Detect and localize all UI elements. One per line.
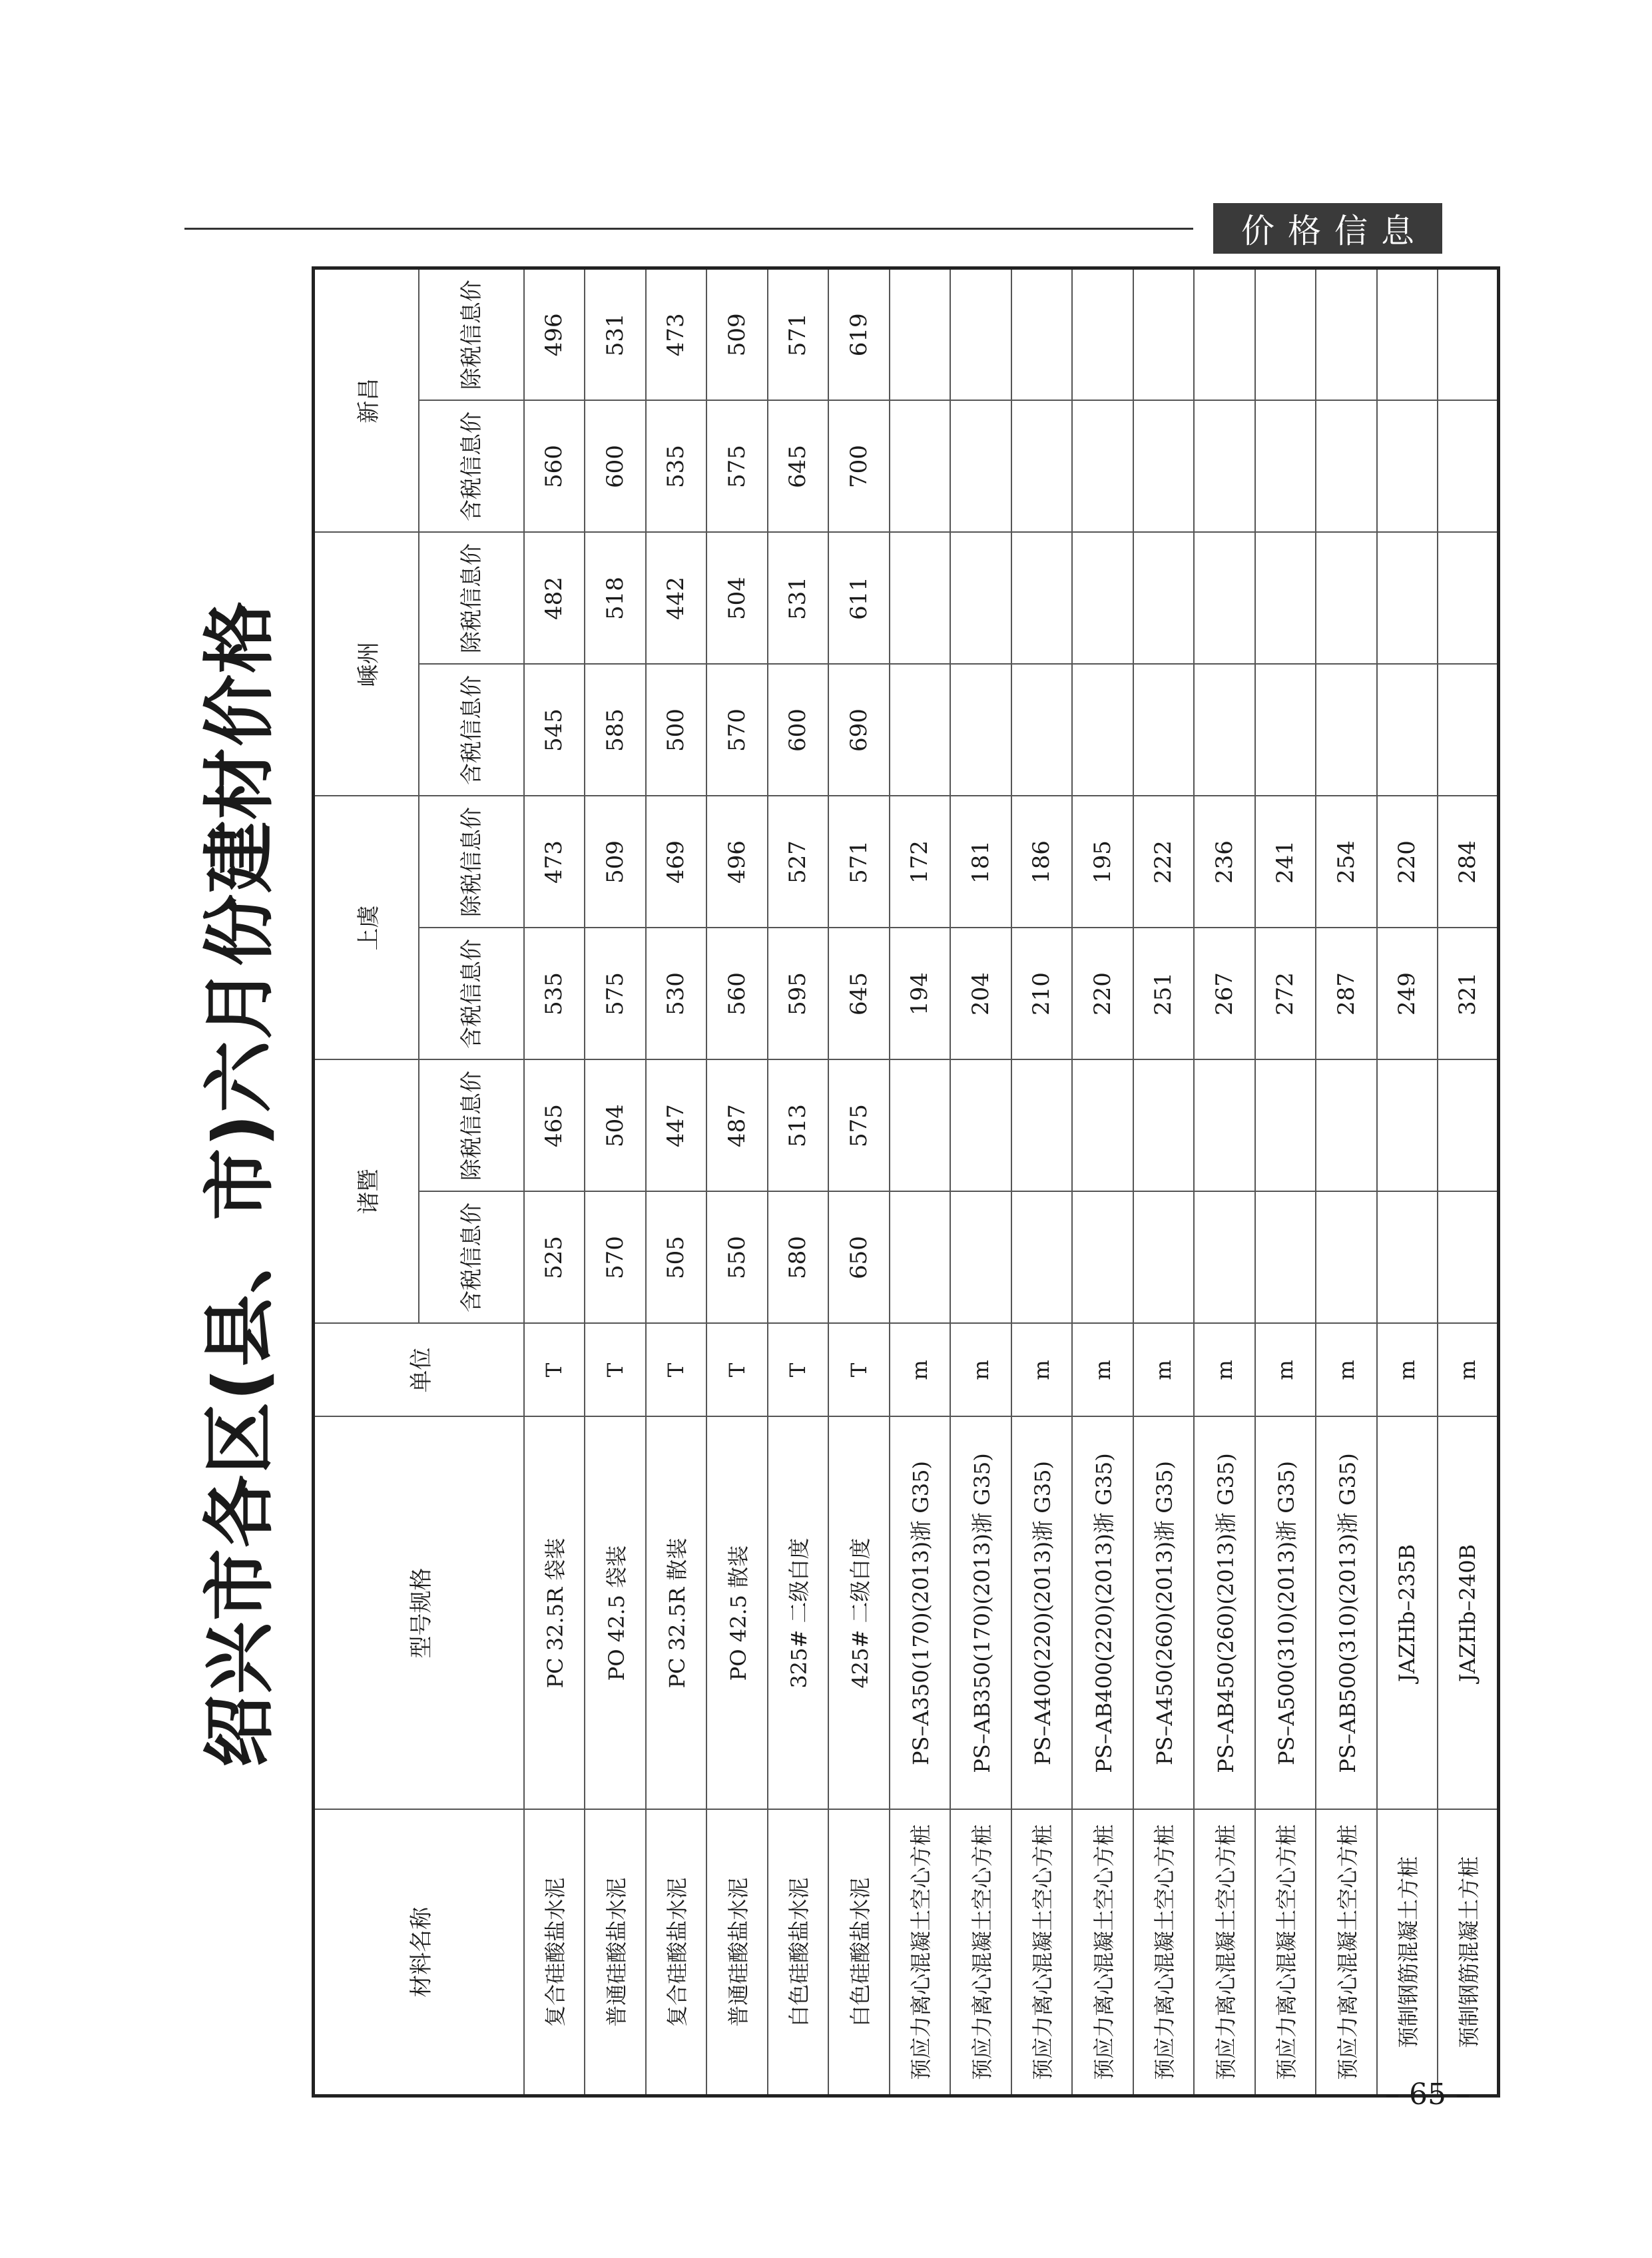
cell-spec: PS–AB400(220)(2013)浙 G35)	[1072, 1417, 1133, 1810]
cell-xinchang-incl: 560	[524, 401, 585, 533]
price-table	[312, 266, 1500, 2098]
cell-zhuji-excl	[1072, 1060, 1133, 1192]
cell-unit: T	[524, 1324, 585, 1417]
cell-shengzhou-excl: 611	[828, 533, 890, 665]
cell-shengzhou-incl: 570	[706, 665, 768, 796]
cell-xinchang-excl: 531	[585, 268, 646, 401]
cell-shangyu-excl: 469	[646, 796, 707, 928]
table-body	[524, 268, 1499, 2096]
cell-xinchang-excl: 571	[768, 268, 829, 401]
cell-spec: JAZHb–240B	[1438, 1417, 1499, 1810]
cell-shengzhou-incl	[1072, 665, 1133, 796]
table-row	[646, 268, 707, 2096]
cell-shengzhou-excl: 518	[585, 533, 646, 665]
cell-xinchang-excl	[1072, 268, 1133, 401]
cell-zhuji-excl	[1011, 1060, 1073, 1192]
cell-zhuji-excl: 465	[524, 1060, 585, 1192]
cell-shangyu-incl: 267	[1194, 928, 1255, 1060]
cell-xinchang-incl	[1316, 401, 1377, 533]
cell-zhuji-incl	[1438, 1192, 1499, 1324]
cell-zhuji-excl: 504	[585, 1060, 646, 1192]
cell-unit: m	[1438, 1324, 1499, 1417]
cell-shangyu-excl: 181	[950, 796, 1011, 928]
cell-material-name: 预制钢筋混凝土方桩	[1377, 1810, 1438, 2096]
header-incl-tax: 含税信息价	[419, 1192, 524, 1324]
header-excl-tax: 除税信息价	[419, 268, 524, 401]
table-row	[1194, 268, 1255, 2096]
cell-xinchang-excl	[1255, 268, 1316, 401]
cell-shangyu-incl: 249	[1377, 928, 1438, 1060]
cell-xinchang-incl	[1194, 401, 1255, 533]
cell-xinchang-excl: 473	[646, 268, 707, 401]
cell-xinchang-excl	[1316, 268, 1377, 401]
cell-shangyu-excl: 509	[585, 796, 646, 928]
cell-zhuji-excl	[1316, 1060, 1377, 1192]
cell-shengzhou-incl	[1133, 665, 1195, 796]
cell-xinchang-excl	[1438, 268, 1499, 401]
cell-unit: m	[1194, 1324, 1255, 1417]
cell-shengzhou-incl	[1377, 665, 1438, 796]
cell-shangyu-excl: 195	[1072, 796, 1133, 928]
cell-shangyu-incl: 287	[1316, 928, 1377, 1060]
cell-spec: 425# 二级白度	[828, 1417, 890, 1810]
cell-shangyu-excl: 220	[1377, 796, 1438, 928]
cell-xinchang-excl: 619	[828, 268, 890, 401]
cell-shengzhou-excl	[1133, 533, 1195, 665]
cell-shangyu-incl: 645	[828, 928, 890, 1060]
page-number: – 65 –	[1385, 2078, 1470, 2112]
cell-shengzhou-excl	[1377, 533, 1438, 665]
cell-xinchang-incl	[1072, 401, 1133, 533]
table-row	[1316, 268, 1377, 2096]
table-row	[585, 268, 646, 2096]
cell-material-name: 普通硅酸盐水泥	[585, 1810, 646, 2096]
cell-zhuji-excl	[1255, 1060, 1316, 1192]
cell-shengzhou-excl	[1011, 533, 1073, 665]
cell-material-name: 预应力离心混凝土空心方桩	[1255, 1810, 1316, 2096]
cell-material-name: 普通硅酸盐水泥	[706, 1810, 768, 2096]
cell-zhuji-incl: 550	[706, 1192, 768, 1324]
cell-zhuji-excl	[1194, 1060, 1255, 1192]
cell-shangyu-excl: 186	[1011, 796, 1073, 928]
cell-shengzhou-incl	[1316, 665, 1377, 796]
cell-zhuji-incl	[1133, 1192, 1195, 1324]
cell-shengzhou-excl: 531	[768, 533, 829, 665]
cell-shengzhou-excl	[950, 533, 1011, 665]
cell-xinchang-incl	[1133, 401, 1195, 533]
cell-unit: m	[1072, 1324, 1133, 1417]
header-excl-tax: 除税信息价	[419, 796, 524, 928]
header-incl-tax: 含税信息价	[419, 665, 524, 796]
cell-spec: PC 32.5R 袋装	[524, 1417, 585, 1810]
header-incl-tax: 含税信息价	[419, 928, 524, 1060]
cell-shengzhou-excl: 442	[646, 533, 707, 665]
cell-unit: m	[950, 1324, 1011, 1417]
cell-xinchang-excl: 496	[524, 268, 585, 401]
cell-material-name: 预应力离心混凝土空心方桩	[890, 1810, 951, 2096]
cell-xinchang-incl	[890, 401, 951, 533]
cell-shengzhou-incl	[890, 665, 951, 796]
cell-shangyu-excl: 571	[828, 796, 890, 928]
cell-shengzhou-incl: 500	[646, 665, 707, 796]
cell-shangyu-incl: 194	[890, 928, 951, 1060]
table-row	[950, 268, 1011, 2096]
cell-shengzhou-excl	[1072, 533, 1133, 665]
cell-spec: PS–A500(310)(2013)浙 G35)	[1255, 1417, 1316, 1810]
cell-xinchang-incl: 535	[646, 401, 707, 533]
cell-zhuji-excl: 487	[706, 1060, 768, 1192]
header-region-xinchang: 新昌	[314, 268, 419, 533]
table-row	[1011, 268, 1073, 2096]
cell-zhuji-incl: 505	[646, 1192, 707, 1324]
cell-shangyu-incl: 204	[950, 928, 1011, 1060]
cell-material-name: 预应力离心混凝土空心方桩	[1072, 1810, 1133, 2096]
cell-shangyu-incl: 272	[1255, 928, 1316, 1060]
cell-zhuji-excl	[890, 1060, 951, 1192]
cell-shengzhou-incl	[1438, 665, 1499, 796]
cell-shengzhou-excl	[890, 533, 951, 665]
cell-zhuji-excl	[1133, 1060, 1195, 1192]
cell-material-name: 预应力离心混凝土空心方桩	[1194, 1810, 1255, 2096]
cell-spec: PS–AB450(260)(2013)浙 G35)	[1194, 1417, 1255, 1810]
cell-shangyu-excl: 236	[1194, 796, 1255, 928]
header-excl-tax: 除税信息价	[419, 533, 524, 665]
table-row	[768, 268, 829, 2096]
cell-shengzhou-excl	[1438, 533, 1499, 665]
cell-shangyu-incl: 535	[524, 928, 585, 1060]
cell-zhuji-incl	[1072, 1192, 1133, 1324]
table-row	[1133, 268, 1195, 2096]
page-title: 绍兴市各区(县、市)六月份建材价格	[198, 600, 282, 1767]
header-material-name: 材料名称	[314, 1810, 524, 2096]
table-row	[1438, 268, 1499, 2096]
cell-zhuji-excl: 575	[828, 1060, 890, 1192]
header-spec: 型号规格	[314, 1417, 524, 1810]
cell-shengzhou-excl	[1255, 533, 1316, 665]
section-label: 价格信息	[1213, 203, 1442, 254]
table-row	[890, 268, 951, 2096]
cell-shengzhou-excl: 482	[524, 533, 585, 665]
cell-shengzhou-incl: 690	[828, 665, 890, 796]
cell-zhuji-incl: 525	[524, 1192, 585, 1324]
cell-spec: PC 32.5R 散装	[646, 1417, 707, 1810]
cell-shangyu-excl: 473	[524, 796, 585, 928]
cell-shangyu-excl: 254	[1316, 796, 1377, 928]
cell-xinchang-incl: 645	[768, 401, 829, 533]
cell-unit: m	[1316, 1324, 1377, 1417]
cell-shangyu-excl: 241	[1255, 796, 1316, 928]
cell-shangyu-incl: 220	[1072, 928, 1133, 1060]
cell-shangyu-incl: 595	[768, 928, 829, 1060]
cell-zhuji-incl: 650	[828, 1192, 890, 1324]
cell-spec: 325# 二级白度	[768, 1417, 829, 1810]
cell-xinchang-incl	[1011, 401, 1073, 533]
cell-zhuji-incl	[1316, 1192, 1377, 1324]
cell-material-name: 预制钢筋混凝土方桩	[1438, 1810, 1499, 2096]
table-row	[524, 268, 585, 2096]
cell-shengzhou-incl: 545	[524, 665, 585, 796]
cell-unit: m	[1377, 1324, 1438, 1417]
header-region-shangyu: 上虞	[314, 796, 419, 1060]
header-incl-tax: 含税信息价	[419, 401, 524, 533]
cell-zhuji-excl: 513	[768, 1060, 829, 1192]
cell-spec: PO 42.5 散装	[706, 1417, 768, 1810]
cell-shangyu-incl: 251	[1133, 928, 1195, 1060]
cell-xinchang-incl	[950, 401, 1011, 533]
header-rule	[184, 228, 1193, 230]
cell-unit: m	[1255, 1324, 1316, 1417]
header-unit: 单位	[314, 1324, 524, 1417]
cell-zhuji-excl	[1377, 1060, 1438, 1192]
cell-shangyu-incl: 210	[1011, 928, 1073, 1060]
cell-unit: m	[1133, 1324, 1195, 1417]
cell-material-name: 预应力离心混凝土空心方桩	[1011, 1810, 1073, 2096]
cell-zhuji-excl: 447	[646, 1060, 707, 1192]
cell-zhuji-incl	[1377, 1192, 1438, 1324]
cell-shangyu-excl: 284	[1438, 796, 1499, 928]
cell-zhuji-incl: 570	[585, 1192, 646, 1324]
cell-zhuji-incl	[950, 1192, 1011, 1324]
table-row	[706, 268, 768, 2096]
cell-shengzhou-excl: 504	[706, 533, 768, 665]
cell-xinchang-incl	[1255, 401, 1316, 533]
cell-shengzhou-incl	[1011, 665, 1073, 796]
cell-xinchang-excl	[1194, 268, 1255, 401]
cell-zhuji-excl	[1438, 1060, 1499, 1192]
cell-xinchang-excl	[950, 268, 1011, 401]
cell-xinchang-incl: 575	[706, 401, 768, 533]
cell-spec: PS–A400(220)(2013)浙 G35)	[1011, 1417, 1073, 1810]
cell-xinchang-excl	[890, 268, 951, 401]
cell-shengzhou-incl	[1255, 665, 1316, 796]
cell-shangyu-excl: 222	[1133, 796, 1195, 928]
cell-shangyu-incl: 575	[585, 928, 646, 1060]
cell-unit: T	[646, 1324, 707, 1417]
cell-unit: T	[828, 1324, 890, 1417]
cell-shangyu-incl: 530	[646, 928, 707, 1060]
header-excl-tax: 除税信息价	[419, 1060, 524, 1192]
cell-spec: PO 42.5 袋装	[585, 1417, 646, 1810]
cell-shangyu-excl: 527	[768, 796, 829, 928]
cell-spec: PS–A450(260)(2013)浙 G35)	[1133, 1417, 1195, 1810]
cell-material-name: 预应力离心混凝土空心方桩	[1316, 1810, 1377, 2096]
cell-shengzhou-incl: 600	[768, 665, 829, 796]
cell-shangyu-excl: 172	[890, 796, 951, 928]
cell-xinchang-excl	[1133, 268, 1195, 401]
cell-unit: m	[1011, 1324, 1073, 1417]
cell-spec: PS–A350(170)(2013)浙 G35)	[890, 1417, 951, 1810]
cell-material-name: 白色硅酸盐水泥	[828, 1810, 890, 2096]
cell-zhuji-incl	[1255, 1192, 1316, 1324]
cell-zhuji-excl	[950, 1060, 1011, 1192]
cell-xinchang-incl: 600	[585, 401, 646, 533]
cell-material-name: 复合硅酸盐水泥	[646, 1810, 707, 2096]
cell-unit: T	[706, 1324, 768, 1417]
table-row	[1377, 268, 1438, 2096]
cell-xinchang-incl: 700	[828, 401, 890, 533]
cell-shangyu-incl: 321	[1438, 928, 1499, 1060]
cell-zhuji-incl: 580	[768, 1192, 829, 1324]
cell-shengzhou-incl	[950, 665, 1011, 796]
cell-xinchang-excl: 509	[706, 268, 768, 401]
cell-xinchang-excl	[1377, 268, 1438, 401]
cell-shengzhou-excl	[1316, 533, 1377, 665]
cell-shengzhou-incl	[1194, 665, 1255, 796]
cell-spec: PS–AB500(310)(2013)浙 G35)	[1316, 1417, 1377, 1810]
rotated-content	[180, 270, 1482, 2098]
cell-spec: JAZHb–235B	[1377, 1417, 1438, 1810]
cell-zhuji-incl	[1011, 1192, 1073, 1324]
cell-unit: T	[585, 1324, 646, 1417]
table-row	[1072, 268, 1133, 2096]
cell-material-name: 预应力离心混凝土空心方桩	[1133, 1810, 1195, 2096]
cell-xinchang-incl	[1377, 401, 1438, 533]
table-row	[1255, 268, 1316, 2096]
cell-zhuji-incl	[890, 1192, 951, 1324]
cell-unit: T	[768, 1324, 829, 1417]
cell-shengzhou-excl	[1194, 533, 1255, 665]
cell-material-name: 预应力离心混凝土空心方桩	[950, 1810, 1011, 2096]
cell-zhuji-incl	[1194, 1192, 1255, 1324]
cell-shengzhou-incl: 585	[585, 665, 646, 796]
header-region-shengzhou: 嵊州	[314, 533, 419, 796]
cell-material-name: 复合硅酸盐水泥	[524, 1810, 585, 2096]
cell-xinchang-excl	[1011, 268, 1073, 401]
table-row	[828, 268, 890, 2096]
cell-unit: m	[890, 1324, 951, 1417]
cell-spec: PS–AB350(170)(2013)浙 G35)	[950, 1417, 1011, 1810]
header-region-zhuji: 诸暨	[314, 1060, 419, 1324]
cell-xinchang-incl	[1438, 401, 1499, 533]
cell-material-name: 白色硅酸盐水泥	[768, 1810, 829, 2096]
cell-shangyu-excl: 496	[706, 796, 768, 928]
cell-shangyu-incl: 560	[706, 928, 768, 1060]
